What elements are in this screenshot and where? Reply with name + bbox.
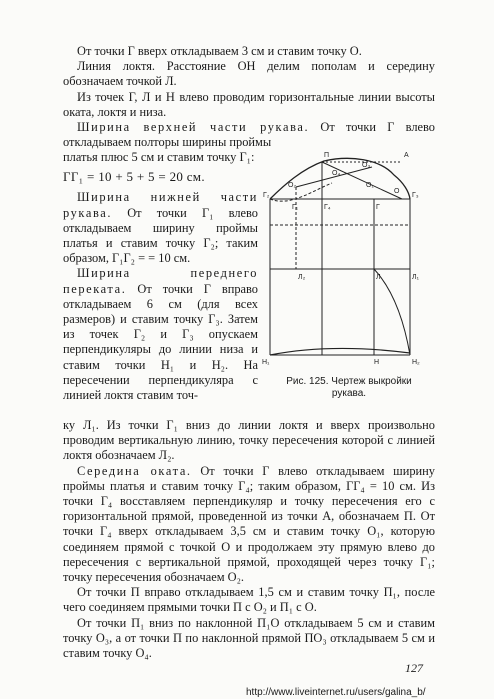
caption-line-2: рукава.	[331, 388, 367, 399]
label-O4: О₄	[332, 170, 341, 177]
body-text-narrow	[63, 150, 258, 403]
page-number: 127	[405, 661, 423, 675]
section-1-intro	[63, 120, 435, 150]
footer-url: http://www.liveinternet.ru/users/galina_b/	[246, 687, 426, 698]
label-O2: О₂	[288, 182, 297, 189]
front-seam-curve	[374, 269, 410, 355]
label-N: Н	[374, 359, 380, 366]
section-2-heading: Ширина нижней части рукава.	[63, 190, 258, 220]
hem-curve	[270, 348, 410, 355]
section-2-text: От точки Г₁ влево откладываем ширину проймы платья и ставим точку Г₂; таким образом, Г₁Г₂ = = 10 см.	[63, 205, 258, 266]
label-G1: Г₁	[292, 204, 299, 211]
caption-line-1: Рис. 125. Чертеж выкройки	[286, 376, 412, 387]
section-1-text-narrow: платья плюс 5 см и ставим точку Г₁:	[63, 150, 255, 164]
section-3-text-wide: ку Л₁. Из точки Г₁ вниз до линии локтя и вверх произвольно проводим вертикальную линию, точку пересечения которой с линией локтя обозначаем Л₂.	[63, 418, 435, 463]
paragraph-3: Из точек Г, Л и Н влево проводим горизонтальные линии высоты оката, локтя и низа.	[63, 89, 435, 119]
sleeve-pattern-drawing	[262, 147, 436, 367]
body-text-bottom	[63, 418, 435, 661]
label-L2: Л₂	[298, 274, 306, 281]
paragraph-bottom-1: От точки П вправо откладываем 1,5 см и ставим точку П₁, после чего соединяем прямыми точки П с О₂ и П₁ с О.	[63, 585, 435, 615]
paragraph-1: От точки Г вверх откладываем 3 см и ставим точку О.	[77, 44, 362, 58]
section-2	[63, 190, 258, 266]
figure-caption	[262, 376, 436, 400]
section-4	[63, 464, 435, 586]
label-G2: Г₂	[263, 192, 270, 199]
label-G: Г	[376, 204, 380, 211]
label-L1: Л₁	[412, 274, 419, 281]
label-N1: Н₁	[262, 359, 270, 366]
section-3	[63, 266, 258, 403]
label-O: О	[394, 188, 400, 195]
label-N2: Н₂	[412, 359, 420, 366]
label-L: Л	[376, 274, 381, 281]
label-P: П	[324, 152, 330, 159]
section-4-text: От точки Г влево откладываем ширину проймы платья и ставим точку Г₄; таким образом, ГГ₄ = 10 см. Из точки Г₄ восставляем перпендикуляр и точку пересечения его с горизонтальной прямой, проведенной из точки А, обозначаем П. От точки Г₄ вверх откладываем 3,5 см и ставим точку О₁, которую соединяем прямой с точкой О и продолжаем эту прямую влево до пересечения с вертикальной прямой, проходящей через точку Г₁; точку пересечения обозначаем О₂.	[63, 463, 436, 585]
label-G3: Г₃	[412, 192, 419, 199]
section-4-heading: Середина оката.	[77, 463, 192, 478]
section-1-text-wide: От точки Г влево откладываем полторы ширины проймы	[63, 120, 435, 150]
sleeve-pattern-figure	[262, 147, 436, 407]
label-G4: Г₄	[324, 204, 331, 211]
section-1-heading: Ширина верхней части рукава.	[77, 120, 310, 135]
formula: ГГ₁ = 10 + 5 + 5 = 20 см.	[63, 169, 205, 185]
label-A: А	[404, 152, 409, 159]
section-3-text-narrow: От точки Г вправо откладываем 6 см (для всех размеров) и ставим точку Г₃. Затем из точек Г₂ и Г₃ опускаем перпендикуляры до линии низа и ставим точки Н₁ и Н₂. На пересечении перпендикуляра с линией локтя ставим точ-	[63, 281, 258, 403]
paragraph-bottom-2: От точки П₁ вниз по наклонной П₁О откладываем 5 см и ставим точку О₃, а от точки П по наклонной прямой ПО₃ откладываем 5 см и ставим точку О₄.	[63, 615, 435, 661]
section-3-heading: Ширина переднего переката.	[63, 266, 258, 296]
paragraph-2: Линия локтя. Расстояние ОН делим пополам и середину обозначаем точкой Л.	[63, 59, 435, 89]
label-O1: О₁	[366, 182, 374, 189]
body-text-top	[63, 44, 435, 150]
label-O3: О₃	[362, 162, 371, 169]
